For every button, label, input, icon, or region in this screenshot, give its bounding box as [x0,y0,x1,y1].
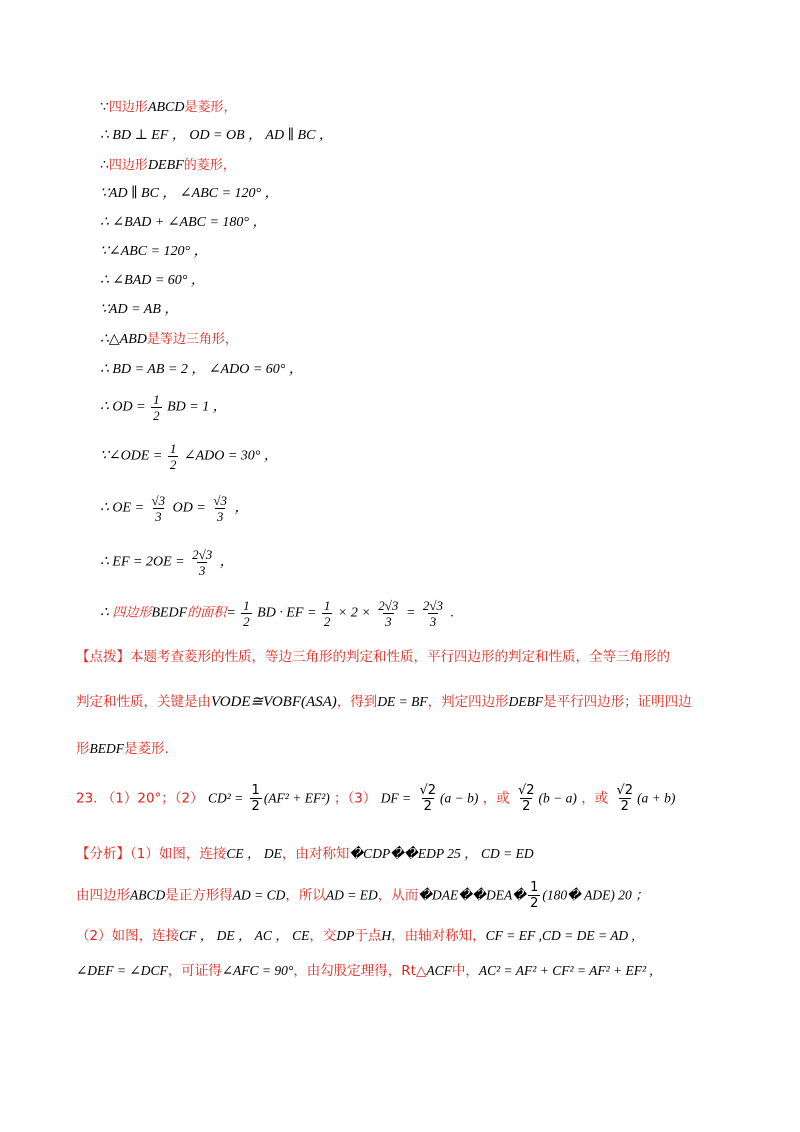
math: CE ， DE [226,846,282,861]
fraction: $\frac{√2}{2}$ [616,783,634,814]
math: ABCD [130,887,166,903]
proof-line-10: ∴ BD = AB = 2 ， ∠ADO = 60° ， [100,362,303,377]
text: ，或 [482,790,510,807]
fraction: $\frac{2√3}{3}$ [192,547,213,578]
fenxi-line-2 [76,880,736,911]
text: ；（3） [334,790,377,807]
text: 是菱形， [184,100,237,115]
math: BEDF [89,741,124,756]
fraction: $\frac{√2}{2}$ [419,783,437,814]
text: ，由勾股定理得，Rt△ [293,963,427,979]
math: DEBF [147,158,184,173]
fraction: $\frac{√3}{3}$ [151,493,166,524]
math: ∵∠ODE = [100,448,163,464]
fraction: $\frac{1}{2}$ [251,783,260,814]
fraction: $\frac{√3}{3}$ [213,493,227,524]
text: （1）20°；（2） [101,790,204,807]
math: ∴△ABD [100,332,147,347]
text: ，或 [581,790,609,807]
fraction: $\frac{1}{2}$ [530,880,539,911]
text: 是等边三角形， [146,332,238,347]
dianbo-heading: 【点拨】 [76,649,130,665]
math: ACF [426,963,452,978]
dianbo-line-3 [76,740,736,758]
question-number: 23. [76,790,98,807]
proof-line-3 [100,156,236,175]
math: (a − b) [440,790,479,806]
text: ，交 [309,928,337,944]
math: CF = EF ,CD = DE = AD , [485,928,635,943]
because-symbol: ∵ [100,99,109,115]
proof-line-12 [100,441,278,472]
fraction: $\frac{1}{2}$ [169,441,177,472]
q23-answer-line [76,783,736,814]
proof-line-5: ∴ ∠BAD + ∠ABC = 180° ， [100,215,267,230]
proof-line-1 [100,98,237,117]
dianbo-line-2 [76,693,736,711]
math: CF ， DE ， AC ， CE [179,928,310,943]
fraction: $\frac{√2}{2}$ [517,783,535,814]
text: ，可证得 [167,963,222,979]
math: CD² = [207,790,244,806]
math: BD = 1 ， [167,399,227,415]
fraction: $\frac{1}{2}$ [243,598,250,629]
math: BEDF [151,605,188,621]
text: 判定和性质，关键是由 [76,694,211,710]
math: ， [234,500,249,516]
math: DF = [380,790,412,806]
math: AC² = AF² + CF² = AF² + EF² , [478,963,653,978]
proof-line-2: ∴ BD ⊥ EF ， OD = OB ， AD ∥ BC ， [100,128,333,143]
text: ，所以 [285,887,326,904]
proof-line-11 [100,392,227,423]
text: ，判定四边形 [427,694,509,710]
fraction: $\frac{1}{2}$ [153,392,160,423]
proof-line-4: ∵AD ∥ BC ， ∠ABC = 120° ， [100,186,279,201]
text: 是菱形. [124,741,169,757]
math: OD = [172,500,206,516]
text: ，得到 [336,694,378,710]
math: (180� ADE) 20 ； [542,887,649,903]
math: ∴ EF = 2OE = [100,554,185,570]
proof-line-6: ∵∠ABC = 120° ， [100,244,208,259]
therefore-symbol: ∴ [100,157,109,173]
therefore-symbol: ∴ [100,605,109,621]
text: 是正方形得 [165,887,233,904]
fraction: $\frac{1}{2}$ [323,598,331,629]
text: 的面积 [187,605,227,621]
proof-line-13 [100,493,248,524]
math: . [450,605,455,621]
fenxi-heading: 【分析】 [76,846,130,862]
text: 四边形 [108,158,148,173]
math: DEBF [508,694,544,709]
text: 由四边形 [76,887,130,904]
math: H [381,928,392,943]
math: ∴ OD = [100,399,146,415]
text: （1）如图，连接 [130,846,227,862]
fenxi-line-3 [76,927,736,945]
text: ，由轴对称知， [391,928,486,944]
math: ∠AFC = 90° [221,963,294,978]
text: 中， [451,963,479,979]
math: �CDP��EDP 25 ， CD = ED [349,846,534,861]
text: ，从而 [377,887,419,904]
text: 形 [76,741,90,757]
fraction: $\frac{2√3}{3}$ [378,598,399,629]
text: 四边形 [108,100,148,115]
fenxi-line-4 [76,962,736,980]
math: AD = ED [325,887,378,903]
math: ， [219,554,234,570]
math: (b − a) [538,790,577,806]
math: DP [336,928,355,943]
math: (AF² + EF²) [263,790,330,806]
proof-line-9 [100,330,238,349]
math: = [405,605,416,621]
math: VODE≅VOBF(ASA) [211,694,337,710]
text: 的菱形， [183,158,236,173]
math: �DAE��DEA� [418,887,527,903]
math: = [226,605,236,621]
math: AD = CD [232,887,286,903]
dianbo-line-1 [76,648,736,666]
math: ∠ADO = 30° ， [183,448,278,464]
math: DE = BF [377,694,428,709]
text: 于点 [354,928,382,944]
fenxi-line-1 [76,845,736,863]
text: 是平行四边形；证明四边 [543,694,692,710]
dianbo-text: 本题考查菱形的性质，等边三角形的判定和性质，平行四边形的判定和性质，全等三角形的 [130,649,670,665]
math: (a + b) [637,790,676,806]
proof-line-14 [100,547,234,578]
math: ∴ OE = [100,500,145,516]
text: （2）如图，连接 [76,928,180,944]
math: ABCD [147,100,185,115]
text: 四边形 [112,605,152,621]
proof-line-8: ∵AD = AB ， [100,302,179,317]
fraction: $\frac{2√3}{3}$ [422,598,444,629]
math: × 2 × [337,605,371,621]
proof-line-15 [100,598,454,629]
math: ∠DEF = ∠DCF [76,963,168,978]
proof-line-7: ∴ ∠BAD = 60° ， [100,273,205,288]
math: BD · EF = [257,605,317,621]
text: ，由对称知 [281,846,350,862]
